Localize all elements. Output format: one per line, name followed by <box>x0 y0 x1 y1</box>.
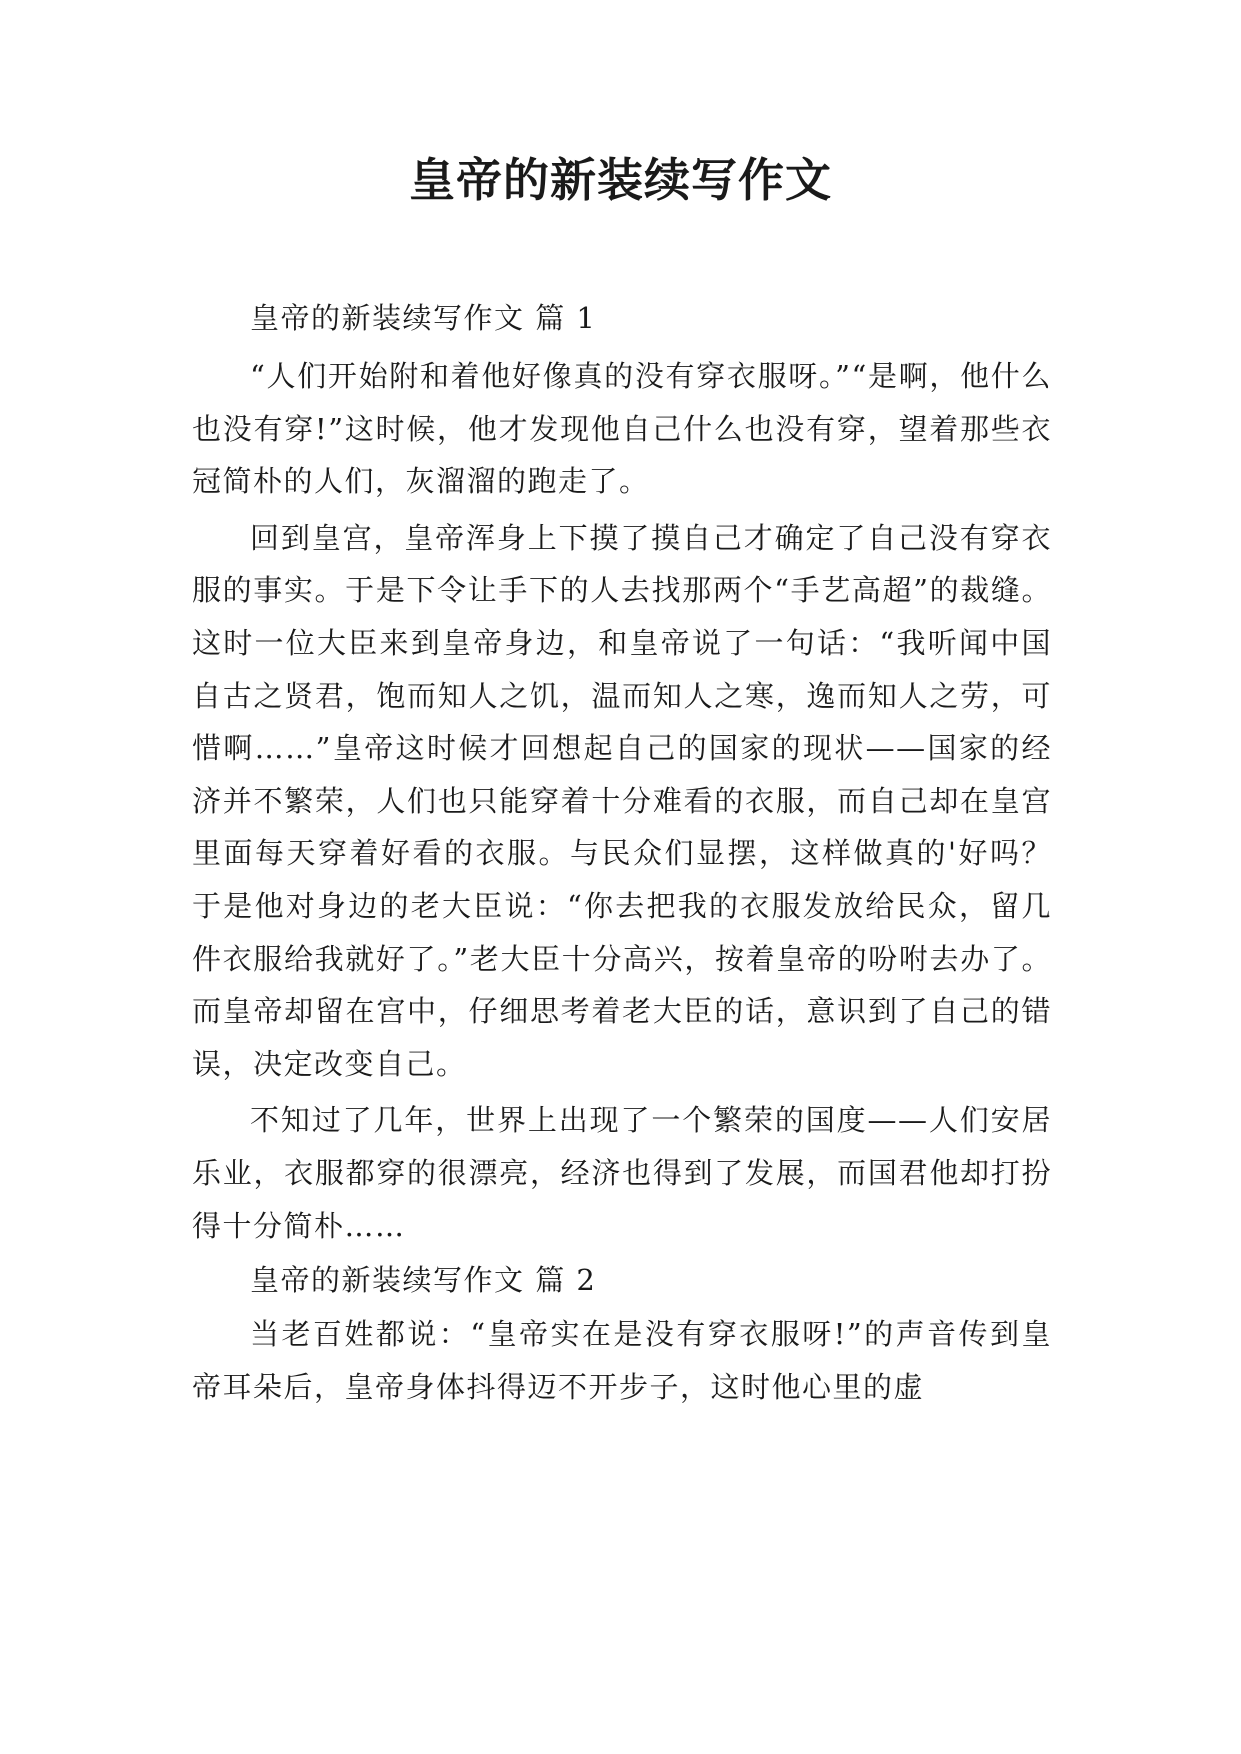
section-heading: 皇帝的新装续写作文 篇 1 <box>250 301 597 335</box>
section-heading: 皇帝的新装续写作文 篇 2 <box>250 1263 597 1298</box>
document-title: 皇帝的新装续写作文 <box>409 153 832 207</box>
paragraph: 回到皇宫，皇帝浑身上下摸了摸自己才确定了自己没有穿衣服的事实。于是下令让手下的人去找那两个“手艺高超”的裁缝。这时一位大臣来到皇帝身边，和皇帝说了一句话：“我听闻中国自古之贤君，饱而知人之饥，温而知人之寒，逸而知人之劳，可惜啊……”皇帝这时候才回想起自己的国家的现状——国家的经济并不繁荣，人们也只能穿着十分难看的衣服，而自己却在皇宫里面每天穿着好看的衣服。与民众们显摆，这样做真的'好吗？于是他对身边的老大臣说：“你去把我的衣服发放给民众，留几件衣服给我就好了。”老大臣十分高兴，按着皇帝的吩咐去办了。而皇帝却留在宫中，仔细思考着老大臣的话，意识到了自己的错误，决定改变自己。 <box>192 520 1052 1081</box>
paragraph: “人们开始附和着他好像真的没有穿衣服呀。”“是啊，他什么也没有穿!”这时候，他才发现他自己什么也没有穿，望着那些衣冠简朴的人们，灰溜溜的跑走了。 <box>192 359 1052 499</box>
document-body <box>192 290 1052 1413</box>
paragraph: 不知过了几年，世界上出现了一个繁荣的国度——人们安居乐业，衣服都穿的很漂亮，经济也得到了发展，而国君他却打扮得十分简朴…… <box>192 1103 1052 1243</box>
paragraph: 当老百姓都说：“皇帝实在是没有穿衣服呀!”的声音传到皇帝耳朵后，皇帝身体抖得迈不开步子，这时他心里的虚 <box>192 1317 1052 1404</box>
